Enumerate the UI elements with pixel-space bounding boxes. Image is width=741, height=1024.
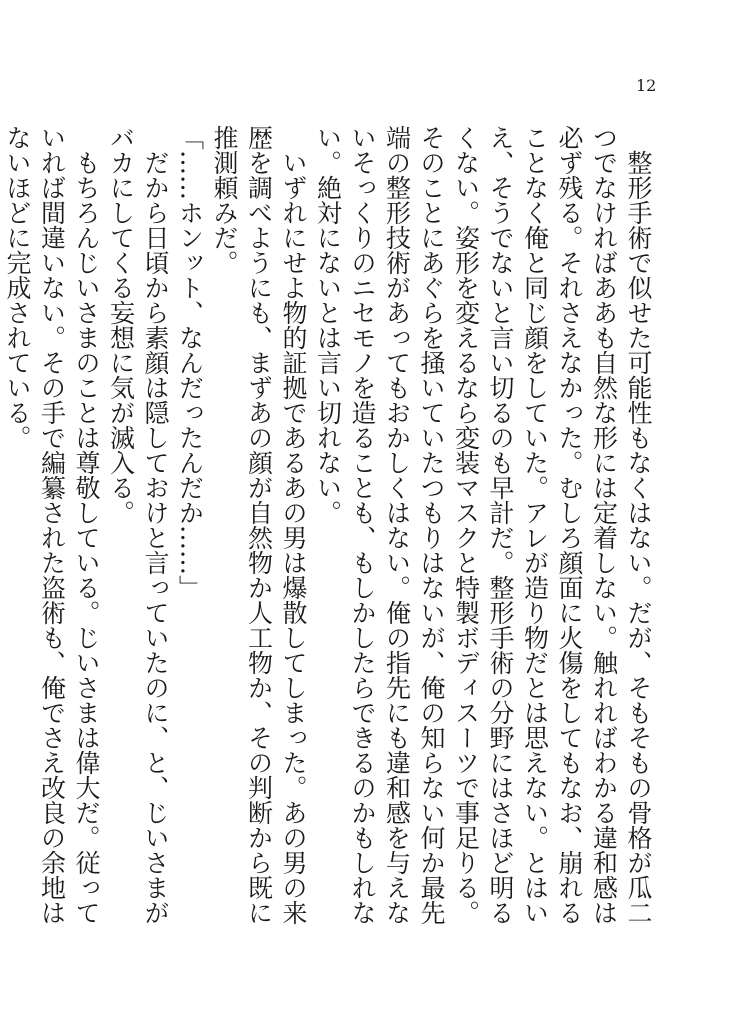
paragraph: いずれにせよ物的証拠であるあの男は爆散してしまった。あの男の来歴を調べようにも、まずあの顔が自然物か人工物か、その判断から既に推測頼みだ。 xyxy=(210,125,308,925)
paragraph: 整形手術で似せた可能性もなくはない。だが、そもそもの骨格が瓜二つでなければああも自然な形には定着しない。触れればわかる違和感は必ず残る。それさえなかった。むしろ顔面に火傷をしてもなお、崩れることなく俺と同じ顔をしていた。アレが造り物だとは思えない。とはいえ、そうでないと言い切るのも早計だ。整形手術の分野にはさほど明るくない。姿形を変えるなら変装マスクと特製ボディスーツで事足りる。そのことにあぐらを掻いていたつもりはないが、俺の知らない何か最先端の整形技術があってもおかしくはない。俺の指先にも違和感を与えないそっくりのニセモノを造ることも、もしかしたらできるのかもしれない。絶対にないとは言い切れない。 xyxy=(313,125,653,925)
page-number: 12 xyxy=(636,76,657,95)
paragraph: 「……ホンット、なんだったんだか……」 xyxy=(175,125,205,600)
paragraph: だから日頃から素顔は隠しておけと言っていたのに、と、じいさまがバカにしてくる妄想に気が滅入る。 xyxy=(106,125,170,925)
body-text xyxy=(3,125,655,925)
paragraph: もちろんじいさまのことは尊敬している。じいさまは偉大だ。従っていれば間違いない。その手で編纂された盗術も、俺でさえ改良の余地はないほどに完成されている。 xyxy=(3,125,101,925)
